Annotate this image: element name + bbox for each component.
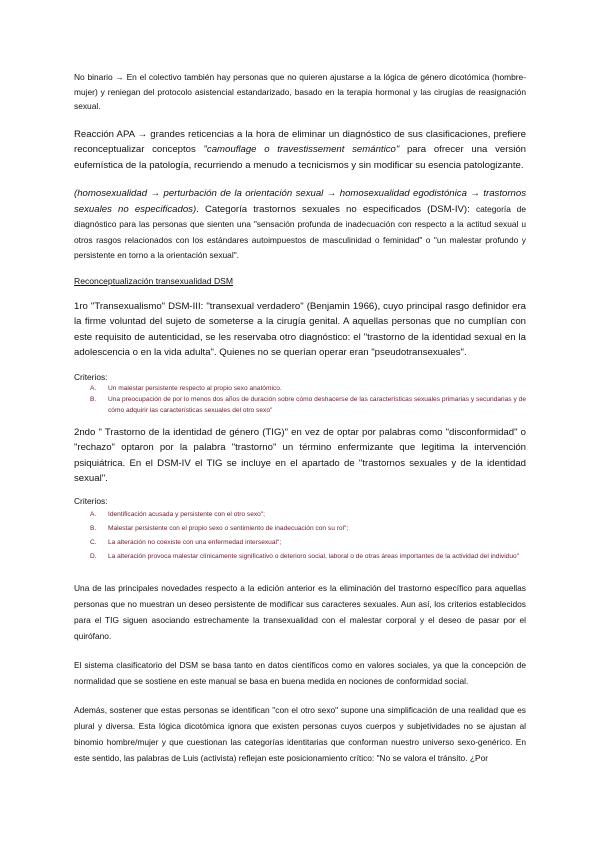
- criterios-list-2: [74, 509, 526, 562]
- criterio-marker: B.: [90, 395, 97, 403]
- criterio-item: [74, 537, 526, 548]
- paragraph-segundo: 2ndo " Trastorno de la identidad de género (TIG)" en vez de optar por palabras como "disconformidad" o "rechazo" optaron por la palabra "trastorno" un término enfermizante que legitima la intervención psiquiátrica. En el DSM-IV el TIG se incluye en el apartado de "trastornos sexuales y de la identidad sexual".: [74, 426, 526, 484]
- paragraph-novedades: Una de las principales novedades respecto a la edición anterior es la eliminación del trastorno específico para aquellas personas que no muestran un deseo persistente de modificar sus caracteres sexuales. Aun así, los criterios establecidos para el TIG siguen asociando estrechamente la transexualidad con el malestar corporal y el deseo de pasar por el quirófano.: [74, 582, 526, 641]
- paragraph-ademas: Además, sostener que estas personas se identifican "con el otro sexo" supone una simplificación de una realidad que es plural y diversa. Esta lógica dicotómica ignora que existen personas cuyos cuerpos y subjetividades no se ajustan al binomio hombre/mujer y que cuestionan las categorías identitarias que conforman nuestro universo sexo-genérico. En este sentido, las palabras de Luis (activista) reflejan este posicionamiento crítico: "No se valora el tránsito. ¿Por: [74, 704, 526, 763]
- criterio-text: La alteración no coexiste con una enfermedad intersexual";: [108, 538, 282, 546]
- paragraph-homosexualidad: [74, 186, 526, 264]
- paragraph-no-binario: No binario → En el colectivo también hay personas que no quieren ajustarse a la lógica de género dicotómica (hombre-mujer) y reniegan del protocolo asistencial estandarizado, basado en la terapia hormonal y las cirugías de reasignación sexual.: [74, 72, 526, 111]
- criterios-label-1: Criterios:: [74, 371, 108, 382]
- criterio-text: Identificación acusada y persistente con el otro sexo";: [108, 510, 266, 518]
- criterio-item: [74, 551, 526, 562]
- criterio-marker: A.: [90, 384, 97, 392]
- criterio-marker: A.: [90, 510, 97, 518]
- criterio-marker: C.: [90, 538, 97, 546]
- reaccion-apa-italic: "camouflage o travestissement semántico": [203, 144, 400, 155]
- criterio-item: [74, 383, 526, 394]
- section-heading: Reconceptualización transexualidad DSM: [74, 275, 234, 286]
- homosexualidad-category: . Categoría trastornos sexuales no especificados (DSM-IV):: [196, 203, 476, 215]
- criterio-item: [74, 394, 526, 416]
- homosexualidad-definition: categoría de diagnóstico para las personas que sienten una "sensación profunda de inadecuación con respecto a la actitud sexual u otros rasgos relacionados con los estándares autoimpuestos de masculinidad o feminidad" o "un malestar profundo y persistente en torno a la orientación sexual".: [74, 203, 526, 260]
- paragraph-reaccion-apa: [74, 127, 526, 174]
- criterios-list-1: [74, 383, 526, 416]
- criterio-text: Un malestar persistente respecto al propio sexo anatómico.: [108, 384, 282, 392]
- criterio-marker: B.: [90, 524, 97, 532]
- reaccion-apa-text-1: Reacción APA → grandes reticencias a la hora de eliminar un diagnóstico de sus clasificaciones, prefiere reconceptualizar conceptos: [74, 128, 526, 155]
- paragraph-primero: 1ro "Transexualismo" DSM-III: "transexual verdadero" (Benjamin 1966), cuyo principal rasgo definidor era la firme voluntad del sujeto de someterse a la cirugía genital. A aquellas personas que no cumplían con este requisito de autenticidad, se les reservaba otro diagnóstico: el "trastorno de la identidad sexual en la adolescencia o en la vida adulta". Quienes no se querían operar eran "pseudotransexuales".: [74, 300, 526, 358]
- criterio-text: La alteración provoca malestar clínicamente significativo o deterioro social, laboral o de otras áreas importantes de la actividad del individuo": [108, 552, 520, 560]
- criterio-marker: D.: [90, 552, 97, 560]
- criterio-item: [74, 523, 526, 534]
- paragraph-sistema: El sistema clasificatorio del DSM se basa tanto en datos científicos como en valores sociales, ya que la concepción de normalidad que se sostiene en este manual se basa en buena medida en nociones de conformidad social.: [74, 659, 526, 686]
- criterio-item: [74, 509, 526, 520]
- criterios-label-2: Criterios:: [74, 495, 108, 506]
- criterio-text: Una preocupación de por lo menos dos años de duración sobre cómo deshacerse de las características sexuales primarias y secundarias y de cómo adquirir las características sexuales del otro sexo": [108, 395, 526, 414]
- criterio-text: Malestar persistente con el propio sexo o sentimiento de inadecuación con su rol";: [108, 524, 349, 532]
- reaccion-apa-text-2: para ofrecer una versión eufemística de la patología, recurriendo a menudo a tecnicismos y sin modificar su esencia patologizante.: [74, 144, 527, 171]
- homosexualidad-italic: (homosexualidad → perturbación de la orientación sexual → homosexualidad egodistónica → trastornos sexuales no especificados): [74, 188, 526, 215]
